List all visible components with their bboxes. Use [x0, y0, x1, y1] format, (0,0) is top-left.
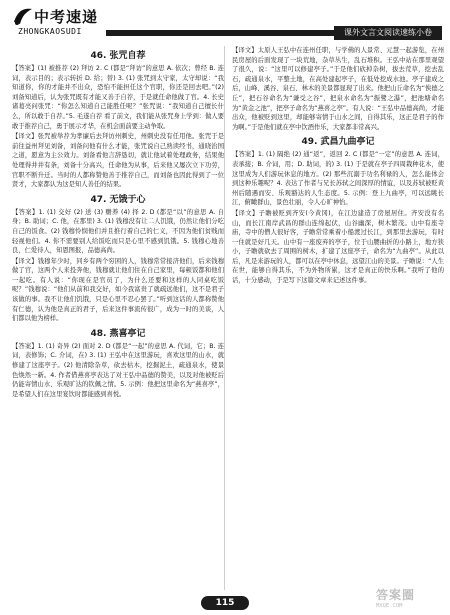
section-title-48: 48. 燕喜亭记	[90, 328, 146, 339]
series-title: 课外文言文阅读速练小卷	[334, 26, 442, 40]
header-band	[106, 30, 334, 36]
translation-block-49: 【译文】子瞻被贬到齐安(今黄冈)，在江边建造了房屋居住。齐安没有名山，而长江南岸武昌的群山连绵起伏，山谷幽深，树木繁茂。山中有座寺庙，寺中的僧人很好客，子瞻常常乘着小船渡过长江，到那里去游玩，有时一住就是好几天。山中有一座废弃的亭子，位于山腰曲折的小路上，地方狭小，子瞻就砍去了周围的树木，扩建了这座亭子，命名为“九曲亭”。从此以后，凡是来游玩的人，都可以在亭中休息，远望江山的美景。子瞻说：“人生在世，能够自得其乐，不为外物所累，这才是真正的快乐啊。”我听了他的话，十分感动，于是写下这篇文章来记述这件事。	[232, 209, 444, 285]
page-number: 115	[201, 596, 249, 610]
section-title-47: 47. 无饿于心	[90, 194, 146, 205]
answer-block-49: 【答案】1. (1) 隔绝 (2) 通“返”，返回 2. C (都是“一定”的意思 A. 连词，表承接；B. 介词，用；D. 助词，的) 3. (1) 于是就在亭子四周栽种花木，使这里成为人们游玩休息的地方。(2) 那些沉溺于功名利禄的人，怎么能体会到这种乐趣呢？4. 表达了作者与兄长苏轼之间深厚的情谊，以及苏轼被贬黄州后随遇而安、乐观豁达的人生态度。5. 示例：登上九曲亭，可以远眺长江，俯瞰群山，景色壮丽，令人心旷神怡。	[232, 151, 444, 207]
right-column	[232, 46, 444, 287]
translation-block-47: 【译文】钱穆年少时，同乡有两个穷困的人，钱穆常常接济他们，后来钱穆做了官，这两个人来投奔他，钱穆就让他们住在自己家里，每顿饭都和他们一起吃。有人说：“你现在是官员了，为什么还要和这样的人同桌吃饭呢？”钱穆说：“他们从前和我交好，如今我富贵了就疏远他们，这不是君子该做的事。我不让他们饥饿，只是心里不忍心罢了。”听到这话的人都称赞他有仁德，认为他是真正的君子，后来这件事流传很广，成为一时的美谈，人们都以他为榜样。	[12, 257, 224, 323]
section-title-49: 49. 武昌九曲亭记	[301, 137, 375, 148]
answer-block-47: 【答案】1. (1) 交好 (2) 送 (3) 赡养 (4) 择 2. D (都是“以”的意思 A. 自身；B. 助词；C. 他，在那里) 3. (1) 钱穆没有让二人饥饿，仍然让他们分吃自己的饭食。(2) 钱穆怜悯他们并且推行着自己的仁义，不因为他们贫贱而轻视他们。4. 你不需要别人给饭吃而只是心里不感到饥饿。5. 钱穆心地善良，仁爱待人，知恩图报，品德高尚。	[12, 208, 224, 255]
column-divider	[224, 46, 225, 590]
left-column	[12, 46, 224, 400]
answer-block-46: 【答案】(1) 被推荐 (2) 拜访 2. C (都是“拜访”的意思 A. 依次；曾经 B. 连词，表示目的；表示转折 D. 给；替) 3. (1) 张咒到太守家，太守却说：“我知道你，你的才能并不出众，恐怕不能担任这个官职，你还是回去吧。”(2) 刘备知道后，认为张咒既有才能又善于自荐，于是就任命他做了官。4. 长史诸葛亮问张咒：“你怎么知道自己能胜任呢？”张咒说：“我知道自己擅长什么，所以敢于自荐。”5. 毛遂自荐 看了前文，我们能从张咒身上学到：做人要敢于推荐自己，勇于展示才华，在机会面前要主动争取。	[12, 65, 224, 130]
answer-block-48: 【答案】1. (1) 奇异 (2) 面对 2. D (都是“一起”的意思 A. 代词，它；B. 连词，表修饰；C. 介词，在) 3. (1) 王弘中在这里游玩，喜欢这里的山水，就修建了这座亭子。(2) 他清除杂草，砍去枯木，挖掘泥土，疏通泉水，使景色焕然一新。4. 作者借燕喜亭表达了对王弘中品德的赞美，以及对他被贬后仍能寄情山水、乐观旷达的钦佩之情。5. 示例：他把这里命名为“燕喜亭”，是希望人们在这里宴饮时都能感到喜悦。	[12, 342, 224, 398]
brand-pinyin: ZHONGKAOSUDI	[18, 27, 82, 36]
section-title-46: 46. 张咒自荐	[90, 51, 146, 61]
watermark-text: 答案圈	[376, 588, 416, 602]
translation-block-46: 【译文】张咒被举荐为孝廉后去拜访州刺史，州刺史没有任用他。张咒于是前往益州拜见刘备，刘备问他有什么才能，张咒说自己熟读经书，通晓治国之道，愿意为主公效力。刘备看他言辞恳切，就让他试着处理政务，结果他处理得井井有条，刘备十分高兴，任命他为从事，后来他又屡次立下功劳，官职不断升迁。当时的人都称赞他善于推荐自己，而刘备也因此得到了一位贤才，大家都认为这是知人善任的结果。	[12, 133, 224, 189]
watermark	[376, 586, 446, 612]
publisher-logo	[8, 6, 104, 42]
brush-mark-icon	[12, 6, 34, 26]
watermark-url: MXQE.COM	[376, 603, 403, 609]
translation-block-48: 【译文】太原人王弘中在连州任职，与学佛的人景常、元慧一起游览，在州民房屋的后面发现了一块荒地，杂草丛生，乱石堆积。王弘中站在那里观望了很久，说：“这里可以修建亭子。”于是他们砍掉杂树，拔去荒草，挖去乱石，疏通泉水，平整土地，在高处建起亭子，在低处挖成水池。亭子建成之后，山峰、溪谷、泉石、林木的美景都显现了出来。他把山丘命名为“俟德之丘”，把石谷命名为“谦受之谷”，把泉水命名为“振鹭之瀑”，把池塘命名为“黄金之池”，把亭子命名为“燕喜之亭”。有人说：“王弘中品德高尚，才能出众，他被贬到这里，却能够寄情于山水之间，自得其乐，这正是君子的作为啊。”于是他们就在亭中饮酒作乐，大家都非常高兴。	[232, 47, 444, 131]
brand-name: 中考速递	[34, 8, 99, 26]
